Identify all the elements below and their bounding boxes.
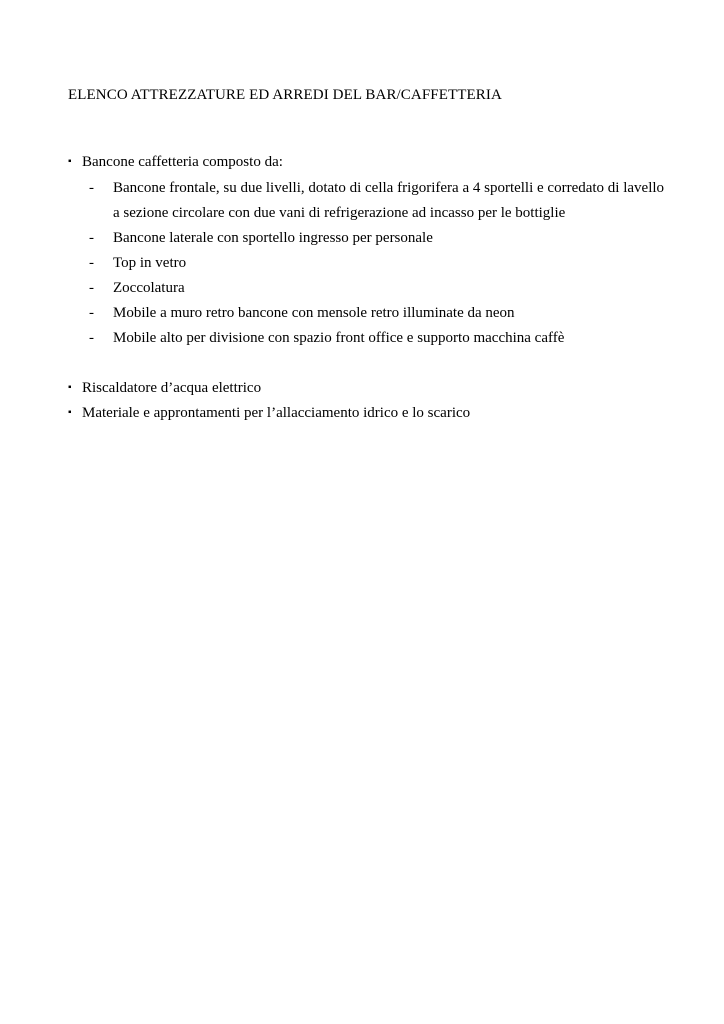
square-bullet-icon: ▪ (68, 407, 72, 418)
dash-marker: - (89, 255, 94, 271)
sub-item-text: Bancone laterale con sportello ingresso per personale (113, 230, 433, 246)
document-title: ELENCO ATTREZZATURE ED ARREDI DEL BAR/CAFFETTERIA (68, 87, 502, 103)
dash-marker: - (89, 180, 94, 196)
square-bullet-icon: ▪ (68, 382, 72, 393)
sub-item-text: Top in vetro (113, 255, 187, 271)
dash-marker: - (89, 230, 94, 246)
bullet-label: Bancone caffetteria composto da: (82, 154, 283, 170)
dash-marker: - (89, 280, 94, 296)
sub-item-text-continuation: a sezione circolare con due vani di refrigerazione ad incasso per le bottiglie (113, 205, 566, 221)
sub-item-text: Zoccolatura (113, 280, 185, 296)
sub-item-text: Bancone frontale, su due livelli, dotato di cella frigorifera a 4 sportelli e corredato di lavello (113, 180, 665, 196)
dash-marker: - (89, 330, 94, 346)
dash-marker: - (89, 305, 94, 321)
bullet-label: Riscaldatore d’acqua elettrico (82, 380, 262, 396)
square-bullet-icon: ▪ (68, 156, 72, 167)
bullet-label: Materiale e approntamenti per l’allacciamento idrico e lo scarico (82, 405, 471, 421)
sub-item-text: Mobile a muro retro bancone con mensole retro illuminate da neon (113, 305, 515, 321)
sub-item-text: Mobile alto per divisione con spazio front office e supporto macchina caffè (113, 330, 565, 346)
